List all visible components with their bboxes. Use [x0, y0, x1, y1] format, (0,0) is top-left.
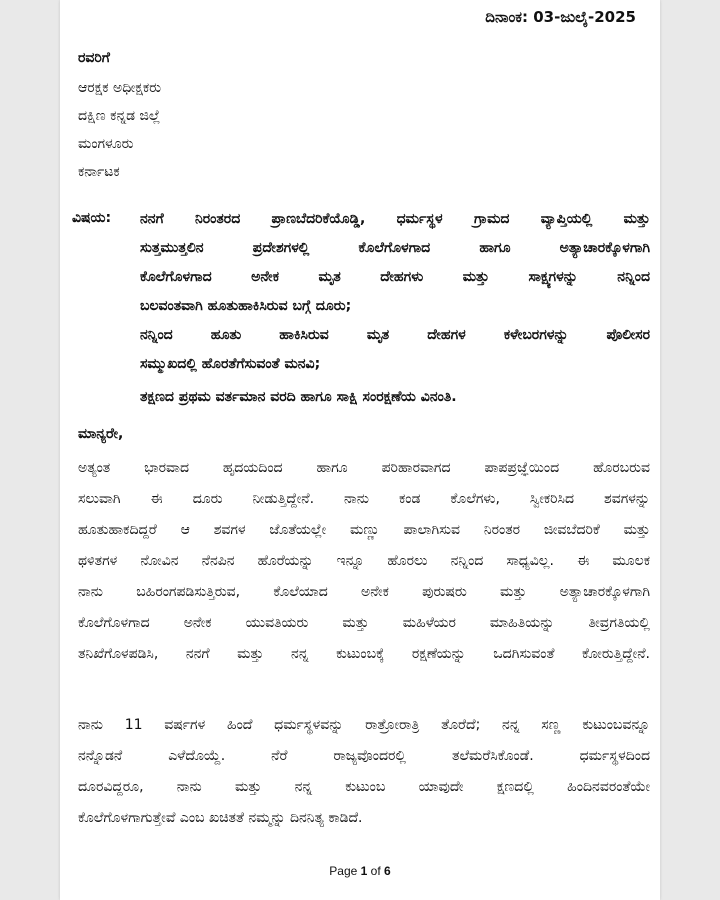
subject-line: ಕೊಲೆಗೊಳಗಾದ ಅನೇಕ ಮೃತ ದೇಹಗಳು ಮತ್ತು ಸಾಕ್ಷ್ಯಗಳನ್ನು ನನ್ನಿಂದ [140, 269, 650, 285]
recipient-line: ಮಂಗಳೂರು [78, 136, 134, 152]
paragraph-line: ನಾನು ಬಹಿರಂಗಪಡಿಸುತ್ತಿರುವ, ಕೊಲೆಯಾದ ಅನೇಕ ಪುರುಷರು ಮತ್ತು ಅತ್ಯಾಚಾರಕ್ಕೊಳಗಾಗಿ [78, 584, 650, 600]
paragraph-line: ನಾನು 11 ವರ್ಷಗಳ ಹಿಂದೆ ಧರ್ಮಸ್ಥಳವನ್ನು ರಾತ್ರೋರಾತ್ರಿ ತೊರೆದೆ; ನನ್ನ ಸಣ್ಣ ಕುಟುಂಬವನ್ನೂ [78, 717, 650, 733]
recipient-line: ದಕ್ಷಿಣ ಕನ್ನಡ ಜಿಲ್ಲೆ [78, 108, 161, 124]
paragraph-line: ನನ್ನೊಡನೆ ಎಳೆದೊಯ್ದೆ. ನೆರೆ ರಾಜ್ಯವೊಂದರಲ್ಲಿ ತಲೆಮರೆಸಿಕೊಂಡೆ. ಧರ್ಮಸ್ಥಳದಿಂದ [78, 748, 650, 764]
date-line: ದಿನಾಂಕ: 03-ಜುಲೈ-2025 [485, 8, 636, 26]
paragraph-line: ದೂರವಿದ್ದರೂ, ನಾನು ಮತ್ತು ನನ್ನ ಕುಟುಂಬ ಯಾವುದೇ ಕ್ಷಣದಲ್ಲಿ ಹಿಂದಿನವರಂತೆಯೇ [78, 779, 650, 795]
subject-line: ನನ್ನಿಂದ ಹೂತು ಹಾಕಿಸಿರುವ ಮೃತ ದೇಹಗಳ ಕಳೇಬರಗಳನ್ನು ಪೊಲೀಸರ [140, 327, 650, 343]
recipient-line: ಕರ್ನಾಟಕ [78, 164, 120, 180]
paragraph-line: ಕೊಲೆಗೊಳಗಾಗುತ್ತೇವೆ ಎಂಬ ಖಚಿತತೆ ನಮ್ಮನ್ನು ದಿನನಿತ್ಯ ಕಾಡಿದೆ. [78, 810, 363, 826]
paragraph-line: ಕೊಲೆಗೊಳಗಾದ ಅನೇಕ ಯುವತಿಯರು ಮತ್ತು ಮಹಿಳೆಯರ ಮಾಹಿತಿಯನ್ನು ತೀವ್ರಗತಿಯಲ್ಲಿ [78, 615, 650, 631]
subject-line: ತಕ್ಷಣದ ಪ್ರಥಮ ವರ್ತಮಾನ ವರದಿ ಹಾಗೂ ಸಾಕ್ಷಿ ಸಂರಕ್ಷಣೆಯ ವಿನಂತಿ. [140, 389, 457, 405]
recipient-line: ಆರಕ್ಷಕ ಅಧೀಕ್ಷಕರು [78, 80, 162, 96]
letter-page [60, 0, 660, 900]
of-word: of [370, 864, 381, 878]
current-page: 1 [360, 864, 368, 878]
subject-line: ಬಲವಂತವಾಗಿ ಹೂತುಹಾಕಿಸಿರುವ ಬಗ್ಗೆ ದೂರು; [140, 298, 352, 314]
recipient-to: ರವರಿಗೆ [78, 50, 110, 66]
subject-line: ನನಗೆ ನಿರಂತರದ ಪ್ರಾಣಬೆದರಿಕೆಯೊಡ್ಡಿ, ಧರ್ಮಸ್ಥಳ ಗ್ರಾಮದ ವ್ಯಾಪ್ತಿಯಲ್ಲಿ ಮತ್ತು [140, 211, 650, 227]
paragraph-line: ಅತ್ಯಂತ ಭಾರವಾದ ಹೃದಯದಿಂದ ಹಾಗೂ ಪರಿಹಾರವಾಗದ ಪಾಪಪ್ರಜ್ಞೆಯಿಂದ ಹೊರಬರುವ [78, 460, 650, 476]
paragraph-line: ಸಲುವಾಗಿ ಈ ದೂರು ನೀಡುತ್ತಿದ್ದೇನೆ. ನಾನು ಕಂಡ ಕೊಲೆಗಳು, ಸ್ವೀಕರಿಸಿದ ಶವಗಳನ್ನು [78, 491, 650, 507]
subject-line: ಸುತ್ತಮುತ್ತಲಿನ ಪ್ರದೇಶಗಳಲ್ಲಿ ಕೊಲೆಗೊಳಗಾದ ಹಾಗೂ ಅತ್ಯಾಚಾರಕ್ಕೊಳಗಾಗಿ [140, 240, 650, 256]
total-pages: 6 [384, 864, 391, 878]
subject-line: ಸಮ್ಮುಖದಲ್ಲಿ ಹೊರತೆಗೆಸುವಂತೆ ಮನವಿ; [140, 356, 321, 372]
page-word: Page [329, 864, 358, 878]
salutation: ಮಾನ್ಯರೇ, [78, 426, 124, 442]
page-number [60, 864, 660, 878]
paragraph-line: ಥಳಿತಗಳ ನೋವಿನ ನೆನಪಿನ ಹೊರೆಯನ್ನು ಇನ್ನೂ ಹೊರಲು ನನ್ನಿಂದ ಸಾಧ್ಯವಿಲ್ಲ. ಈ ಮೂಲಕ [78, 553, 650, 569]
paragraph-line: ತನಿಖೆಗೊಳಪಡಿಸಿ, ನನಗೆ ಮತ್ತು ನನ್ನ ಕುಟುಂಬಕ್ಕೆ ರಕ್ಷಣೆಯನ್ನು ಒದಗಿಸುವಂತೆ ಕೋರುತ್ತಿದ್ದೇನೆ. [78, 646, 650, 662]
paragraph-line: ಹೂತುಹಾಕದಿದ್ದರೆ ಆ ಶವಗಳ ಜೊತೆಯಲ್ಲೇ ಮಣ್ಣು ಪಾಲಾಗಿಸುವ ನಿರಂತರ ಜೀವಬೆದರಿಕೆ ಮತ್ತು [78, 522, 650, 538]
subject-label: ವಿಷಯ: [72, 210, 112, 226]
